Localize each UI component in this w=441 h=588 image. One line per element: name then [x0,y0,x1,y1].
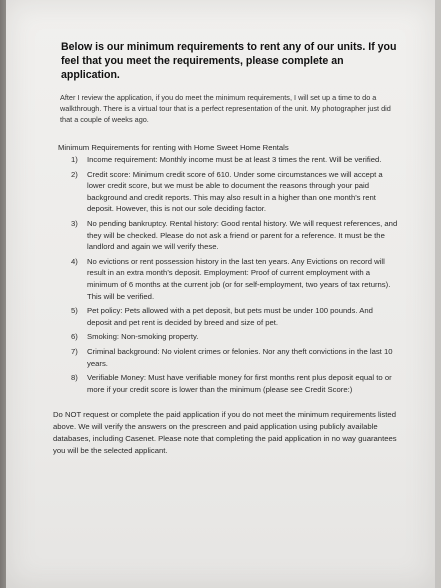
requirement-text: No pending bankruptcy. Rental history: Good rental history. We will request references, and they will be checked. Please do not ask a friend or parent for a reference. It must be the landlord and again we will verify these. [87,218,398,252]
requirement-text: Smoking: Non-smoking property. [87,332,199,342]
requirement-text: Credit score: Minimum credit score of 610. Under some circumstances we will accept a lower credit score, but we must be able to document the reasons through your paid background and credit reports. This may also result in a higher than one month's rent deposit. However, this is not our sole deciding factor. [87,169,383,214]
requirement-number: 1) [71,155,78,164]
requirement-number: 6) [71,332,78,342]
requirement-number: 7) [71,346,78,356]
requirement-item [58,169,398,215]
requirement-number: 3) [71,218,78,228]
requirement-number: 2) [71,169,78,179]
document-heading: Below is our minimum requirements to rent any of our units. If you feel that you meet the requirements, please complete an application. [61,41,397,81]
requirement-text: Pet policy: Pets allowed with a pet deposit, but pets must be under 100 pounds. And deposit and pet rent is decided by breed and size of pet. [87,306,373,327]
requirement-item [58,154,398,166]
intro-paragraph: After I review the application, if you do meet the minimum requirements, I will set up a time to do a walkthrough. There is a virtual tour that is a perfect representation of the unit. My photographer just did that a couple of weeks ago. [60,93,391,124]
requirement-item [58,218,398,253]
document-content [53,40,398,457]
requirement-text: Verifiable Money: Must have verifiable money for first months rent plus deposit equal to or more if your credit score is lower than the minimum (please see Credit Score:) [87,373,392,394]
requirement-item [58,256,398,302]
requirement-item [58,305,398,328]
requirement-number: 5) [71,306,78,316]
requirement-text: No evictions or rent possession history in the last ten years. Any Evictions on record will result in an extra month's deposit. Employment: Proof of current employment with a minimum of 6 months at the current job (or for self-employment, two years of tax returns). This will be verified. [87,256,391,301]
paper-sheet [6,0,435,588]
requirement-text: Income requirement: Monthly income must be at least 3 times the rent. Will be verified. [87,155,382,164]
requirement-text: Criminal background: No violent crimes or felonies. Nor any theft convictions in the last 10 years. [87,346,393,368]
requirement-number: 8) [71,373,78,383]
requirements-title: Minimum Requirements for renting with Home Sweet Home Rentals [58,143,289,152]
requirements-list [58,154,398,395]
requirement-item [58,372,398,395]
requirement-number: 4) [71,256,78,266]
requirement-item [58,331,398,343]
closing-paragraph: Do NOT request or complete the paid application if you do not meet the minimum requirements listed above. We will verify the answers on the prescreen and paid application using publicly available databases, including Casenet. Please note that completing the paid application in no way guarantees you will be the selected applicant. [53,410,397,456]
requirement-item [58,346,398,369]
